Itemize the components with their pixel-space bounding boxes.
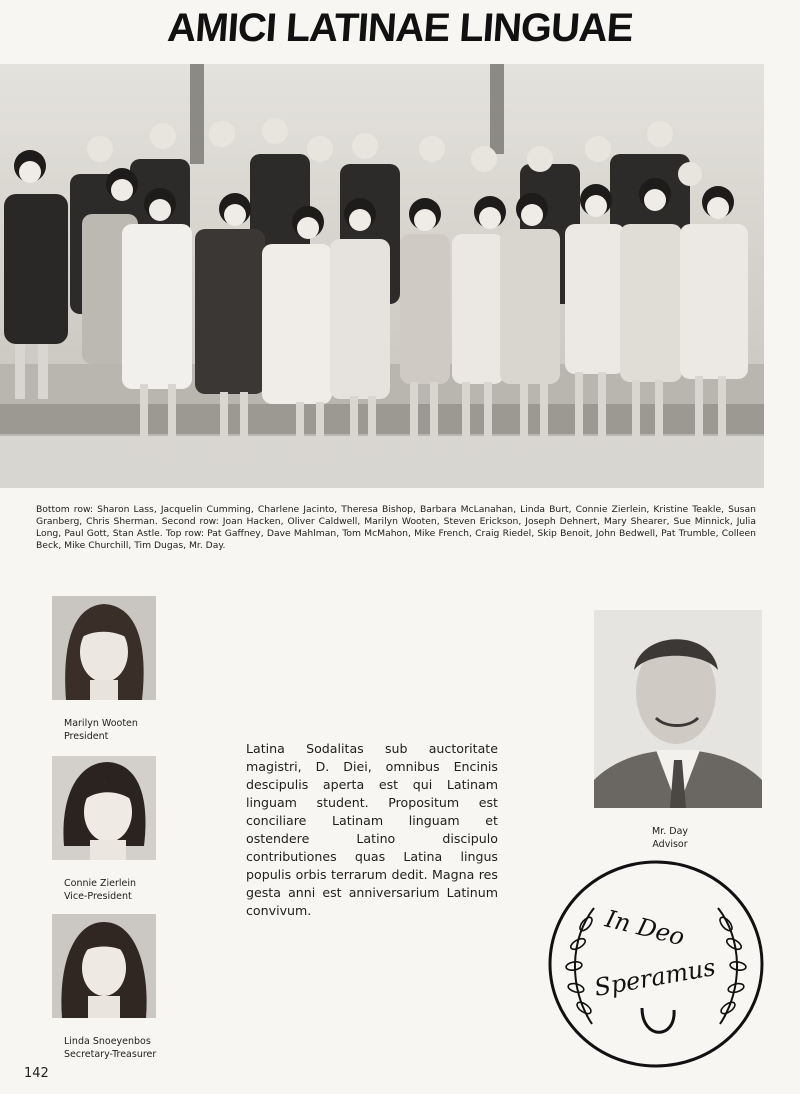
officer-role: Secretary-Treasurer [64, 1049, 157, 1060]
club-description: Latina Sodalitas sub auctoritate magistri, D. Diei, omnibus Encinis descipulis aperta est qui Latinam linguam student. Propositum est conciliare Latinam linguam et ostendere Latino discipulo contributiones quas Latina lingus populis orbis terrarum dedit. Magna res gesta anni est anniversarium Latinum convivum. [246, 741, 498, 918]
seal-text-line1: In Deo [602, 904, 688, 952]
officer-portrait-president [52, 596, 156, 700]
officer-role: Vice-President [64, 891, 132, 902]
portrait-image [594, 610, 762, 808]
officer-name: Connie Zierlein [64, 878, 137, 889]
officer-portrait-secretary-treasurer [52, 914, 156, 1018]
page-title: AMICI LATINAE LINGUAE [166, 6, 635, 50]
in-deo-speramus-seal [546, 858, 766, 1070]
officer-portrait-vice-president [52, 756, 156, 860]
advisor-portrait [594, 610, 762, 808]
seal-text-line2: Speramus [592, 953, 718, 1002]
portrait-image [52, 596, 156, 700]
officer-name: Marilyn Wooten [64, 718, 138, 729]
portrait-image [52, 756, 156, 860]
group-photo-caption: Bottom row: Sharon Lass, Jacquelin Cumming, Charlene Jacinto, Theresa Bishop, Barbara McLanahan, Linda Burt, Connie Zierlein, Kristine Teakle, Susan Granberg, Chris Sherman. Second row: Joan Hacken, Oliver Caldwell, Marilyn Wooten, Steven Erickson, Joseph Dehnert, Mary Shearer, Sue Minnick, Julia Long, Paul Gott, Stan Astle. Top row: Pat Gaffney, Dave Mahlman, Tom McMahon, Mike French, Craig Riedel, Skip Benoit, John Bedwell, Pat Trumble, Colleen Beck, Mike Churchill, Tim Dugas, Mr. Day. [36, 504, 756, 551]
officer-name: Linda Snoeyenbos [64, 1036, 151, 1047]
advisor-role: Advisor [652, 839, 688, 850]
advisor-name: Mr. Day [651, 826, 689, 837]
portrait-image [52, 914, 156, 1018]
group-photo [0, 64, 764, 488]
group-photo-image [0, 64, 764, 488]
officer-role: President [64, 731, 109, 742]
seal-emblem [546, 858, 766, 1070]
page-number: 142 [24, 1066, 49, 1081]
